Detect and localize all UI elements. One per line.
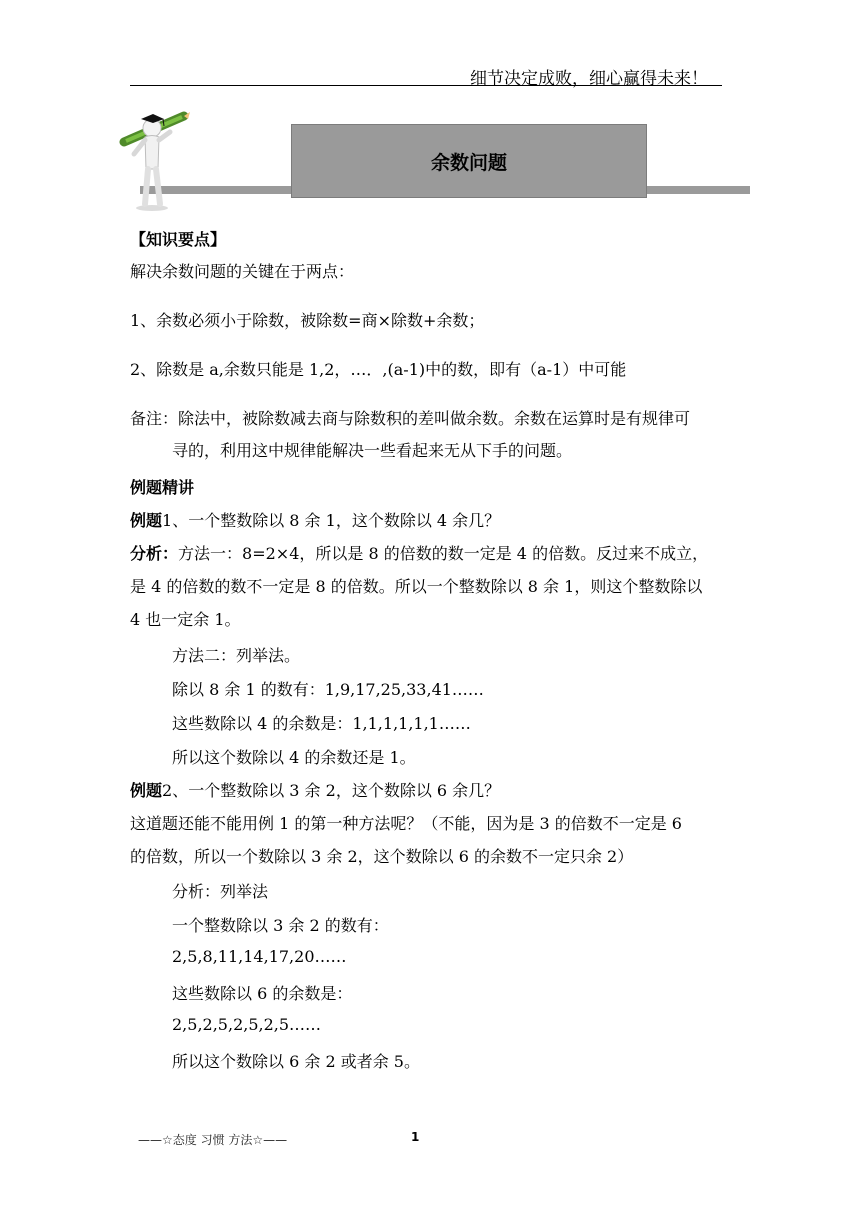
example-1-question (130, 508, 500, 531)
footer-slogan: ——☆态度 习惯 方法☆—— (138, 1133, 288, 1147)
example-2-discussion-line-1: 这道题还能不能用例 1 的第一种方法呢？（不能，因为是 3 的倍数不一定是 6 (130, 814, 682, 833)
page-title: 余数问题 (430, 151, 507, 174)
example-2-text: 2、一个整数除以 3 余 2，这个数除以 6 余几？ (162, 781, 501, 800)
page-number: 1 (411, 1130, 420, 1144)
example-2-conclusion: 所以这个数除以 6 余 2 或者余 5。 (172, 1052, 420, 1071)
knowledge-point-2: 2、除数是 a,余数只能是 1,2，…．,(a-1)中的数，即有（a-1）中可能 (130, 360, 627, 379)
example-1-list-2: 这些数除以 4 的余数是：1,1,1,1,1,1…… (172, 714, 471, 733)
example-2-discussion-line-2: 的倍数，所以一个数除以 3 余 2，这个数除以 6 的余数不一定只余 2） (130, 847, 634, 866)
example-1-method-2: 方法二：列举法。 (172, 646, 301, 665)
example-2-list-1: 2,5,8,11,14,17,20…… (172, 947, 347, 966)
example-2-list-2: 2,5,2,5,2,5,2,5…… (172, 1015, 322, 1034)
header-rule (130, 85, 722, 86)
example-1-analysis-line-2: 是 4 的倍数的数不一定是 8 的倍数。所以一个整数除以 8 余 1，则这个整数除以 (130, 577, 703, 596)
title-banner (291, 124, 647, 198)
header-motto: 细节决定成败，细心赢得未来！ (470, 69, 708, 89)
analysis-label: 分析： (130, 544, 179, 563)
example-2-list-2-intro: 这些数除以 6 的余数是： (172, 984, 353, 1003)
note-line-1: 备注：除法中，被除数减去商与除数积的差叫做余数。余数在运算时是有规律可 (130, 409, 691, 428)
example-1-conclusion: 所以这个数除以 4 的余数还是 1。 (172, 748, 416, 767)
example-1-list-1: 除以 8 余 1 的数有：1,9,17,25,33,41…… (172, 680, 484, 699)
example-2-question (130, 778, 500, 801)
example-1-analysis-line-1 (130, 541, 708, 564)
example-1-text: 1、一个整数除以 8 余 1，这个数除以 4 余几？ (162, 511, 501, 530)
example-2-analysis: 分析：列举法 (172, 882, 269, 901)
example-1-label: 例题 (130, 511, 163, 530)
examples-heading: 例题精讲 (130, 478, 195, 497)
analysis-text: 方法一：8=2×4，所以是 8 的倍数的数一定是 4 的倍数。反过来不成立， (178, 544, 709, 563)
note-line-2: 寻的，利用这中规律能解决一些看起来无从下手的问题。 (172, 441, 573, 460)
knowledge-heading: 【知识要点】 (130, 230, 227, 249)
example-2-label: 例题 (130, 781, 163, 800)
example-1-analysis-line-3: 4 也一定余 1。 (130, 610, 241, 629)
mascot-pencil-figure-icon (118, 104, 198, 214)
example-2-list-intro: 一个整数除以 3 余 2 的数有： (172, 916, 389, 935)
knowledge-point-1: 1、余数必须小于除数，被除数=商×除数+余数； (130, 311, 485, 330)
knowledge-intro: 解决余数问题的关键在于两点： (130, 262, 355, 281)
